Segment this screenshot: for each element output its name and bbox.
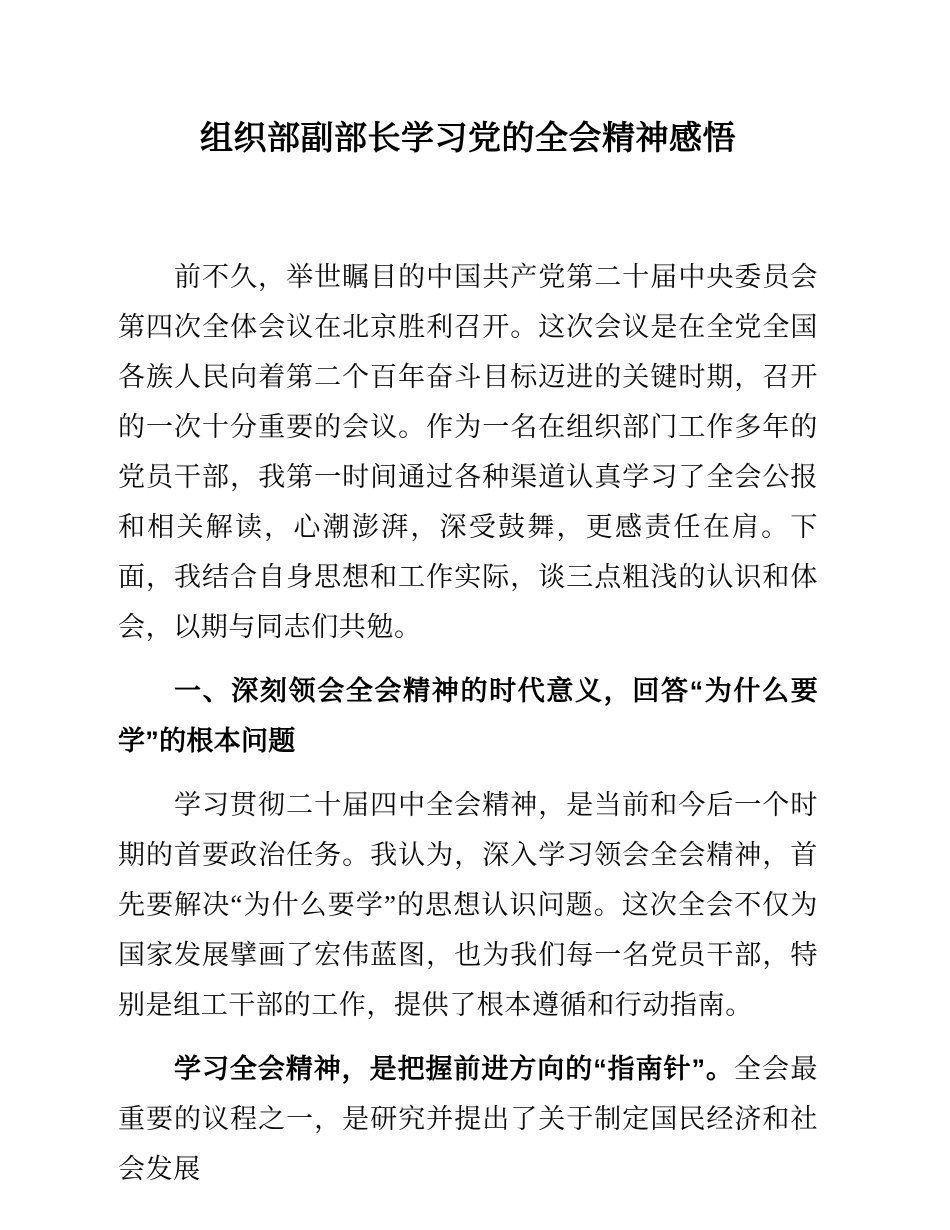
document-body — [118, 0, 818, 1194]
page-title: 组织部副部长学习党的全会精神感悟 — [200, 121, 736, 157]
paragraph-lead-in-bold: 学习全会精神，是把握前进方向的“指南针”。 — [174, 1054, 734, 1084]
paragraph-intro: 前不久，举世瞩目的中国共产党第二十届中央委员会第四次全体会议在北京胜利召开。这次会议是在全党全国各族人民向着第二个百年奋斗目标迈进的关键时期，召开的一次十分重要的会议。作为一名在组织部门工作多年的党员干部，我第一时间通过各种渠道认真学习了全会公报和相关解读，心潮澎湃，深受鼓舞，更感责任在肩。下面，我结合自身思想和工作实际，谈三点粗浅的认识和体会，以期与同志们共勉。 — [118, 262, 818, 642]
section-heading-one: 一、深刻领会全会精神的时代意义，回答“为什么要学”的根本问题 — [118, 676, 818, 756]
paragraph-section-one-body: 学习贯彻二十届四中全会精神，是当前和今后一个时期的首要政治任务。我认为，深入学习领会全会精神，首先要解决“为什么要学”的思想认识问题。这次全会不仅为国家发展擘画了宏伟蓝图，也为我们每一名党员干部，特别是组工干部的工作，提供了根本遵循和行动指南。 — [118, 790, 818, 1020]
paragraph-compass-point — [118, 1044, 818, 1194]
paragraph-lead-in-rest: 全会最重要的议程之一，是研究并提出了关于制定国民经济和社会发展 — [118, 1054, 818, 1184]
